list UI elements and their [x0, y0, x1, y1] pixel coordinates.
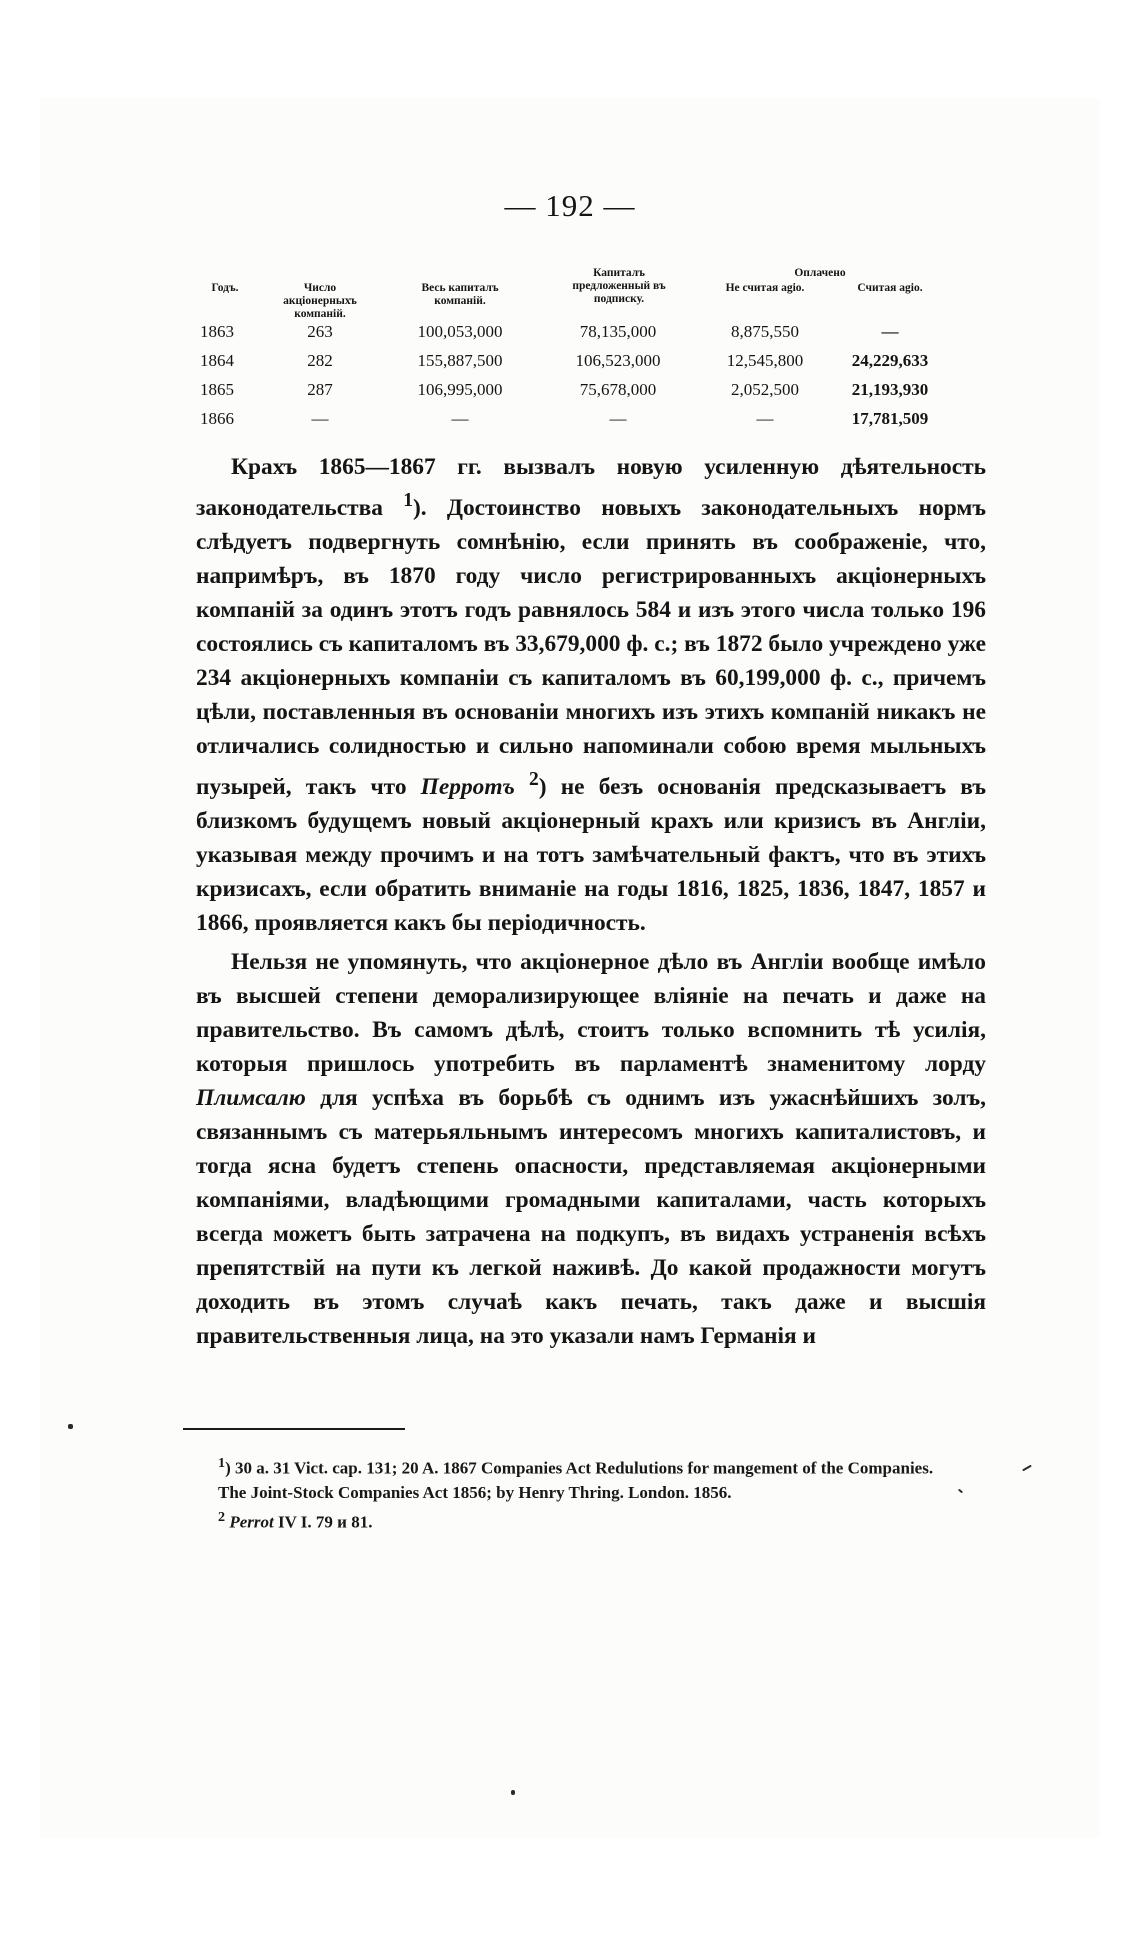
- cell-year: 1864: [200, 351, 234, 370]
- table-row: [190, 322, 950, 351]
- cell-paid-with-agio: 17,781,509: [851, 409, 929, 428]
- page-number: — 192 —: [504, 188, 636, 223]
- cell-paid-with-agio: 21,193,930: [851, 380, 929, 399]
- cell-capital: 155,887,500: [417, 351, 503, 370]
- footnote-ref: 2: [529, 768, 539, 790]
- cell-number: 282: [307, 351, 333, 370]
- cell-capital: 106,995,000: [417, 380, 503, 399]
- paragraph: [196, 945, 986, 1353]
- cell-paid-with-agio: 24,229,633: [851, 351, 929, 370]
- header-offered: Капиталъ предложенный въ подписку.: [572, 267, 666, 305]
- scan-speck: [68, 1424, 73, 1429]
- paragraph: [196, 450, 986, 940]
- cell-paid-with-agio: —: [881, 322, 899, 341]
- cell-capital: —: [451, 409, 469, 428]
- text-run: для успѣха въ борьбѣ съ однимъ изъ ужаснѣйшихъ золъ, связаннымъ съ матерьяльнымъ интересомъ многихъ капиталистовъ, и тогда ясна будетъ степень опасности, представляемая акціонерными компаніями, владѣющими громадными капиталами, часть которыхъ всегда можетъ быть затрачена на подкупъ, въ видахъ устраненія всѣхъ препятствій на пути къ легкой наживѣ. До какой продажности могутъ доходить въ этомъ случаѣ какъ печать, такъ даже и высшія правительственныя лица, на это указали намъ Германія и: [196, 1084, 986, 1349]
- cell-offered: 106,523,000: [575, 351, 661, 370]
- cell-paid-without-agio: 8,875,550: [731, 322, 799, 341]
- cell-year: 1866: [200, 409, 234, 428]
- text-run: Крахъ 1865—1867 гг. вызвалъ новую усиленную дѣятельность законодательства: [196, 454, 986, 521]
- footnote-text: ) 30 a. 31 Vict. cap. 131; 20 A. 1867 Companies Act Redulutions for mangement of the Companies.: [225, 1458, 934, 1478]
- header-paid-with-agio: Считая agio.: [857, 282, 923, 294]
- header-year: Годъ.: [211, 282, 239, 294]
- header-capital: Весь капиталъ компаній.: [421, 282, 499, 307]
- header-paid-without-agio: Не считая agio.: [725, 282, 805, 294]
- footnote-divider: [183, 1428, 405, 1430]
- footnote: [190, 1451, 970, 1481]
- cell-offered: 75,678,000: [579, 380, 657, 399]
- person-name: Плимсалю: [196, 1084, 306, 1111]
- footnote-mark: 2: [218, 1508, 226, 1525]
- body-text: [196, 450, 986, 1353]
- text-run: ) не безъ основанія предсказываетъ въ близкомъ будущемъ новый акціонерный крахъ или кризисъ въ Англіи, указывая между прочимъ и на тотъ замѣчательный фактъ, что въ этихъ кризисахъ, если обратить вниманіе на годы 1816, 1825, 1836, 1847, 1857 и 1866, проявляется какъ бы періодичность.: [196, 773, 986, 936]
- scan-speck: [511, 1790, 515, 1795]
- footnotes: [190, 1451, 970, 1534]
- cell-paid-without-agio: —: [756, 409, 774, 428]
- author-name: Perrot: [229, 1512, 274, 1532]
- cell-capital: 100,053,000: [417, 322, 503, 341]
- header-paid-group: Оплачено: [794, 267, 846, 279]
- table-row: [190, 409, 950, 438]
- cell-paid-without-agio: 12,545,800: [726, 351, 804, 370]
- cell-offered: —: [609, 409, 627, 428]
- footnote-mark: 1: [218, 1455, 226, 1471]
- table-row: [190, 351, 950, 380]
- footnote: [190, 1505, 970, 1535]
- text-run: ). Достоинство новыхъ законодательныхъ нормъ слѣдуетъ подвергнуть сомнѣнію, если принять въ соображеніе, что, напримѣръ, въ 1870 году число регистрированныхъ акціонерныхъ компаній за одинъ этотъ годъ равнялось 584 и изъ этого числа только 196 состоялись съ капиталомъ въ 33,679,000 ф. с.; въ 1872 было учреждено уже 234 акціонерныхъ компаніи съ капиталомъ въ 60,199,000 ф. с., причемъ цѣли, поставленныя въ основаніи многихъ изъ этихъ компаній никакъ не отличались солидностью и сильно напоминали собою время мыльныхъ пузырей, такъ что: [196, 494, 986, 800]
- cell-year: 1865: [200, 380, 234, 399]
- cell-number: 287: [307, 380, 333, 399]
- table-row: [190, 380, 950, 409]
- cell-paid-without-agio: 2,052,500: [731, 380, 799, 399]
- footnote-text: The Joint-Stock Companies Act 1856; by Henry Thring. London. 1856.: [218, 1482, 732, 1502]
- author-name: Перротъ: [420, 773, 515, 800]
- footnote-ref: 1: [403, 490, 413, 511]
- footnote-text: IV I. 79 и 81.: [273, 1512, 373, 1532]
- cell-number: 263: [307, 322, 333, 341]
- footnote: [190, 1481, 970, 1505]
- cell-year: 1863: [200, 322, 234, 341]
- statistics-table: [190, 262, 950, 438]
- cell-offered: 78,135,000: [579, 322, 657, 341]
- header-number: Число акціонерныхъ компаній.: [283, 282, 357, 320]
- text-run: Нельзя не упомянуть, что акціонерное дѣло въ Англіи вообще имѣло въ высшей степени деморализирующее вліяніе на печать и даже на правительство. Въ самомъ дѣлѣ, стоитъ только вспомнить тѣ усилія, которыя пришлось употребить въ парламентѣ знаменитому лорду: [196, 948, 986, 1077]
- table-header: [190, 262, 950, 322]
- cell-number: —: [311, 409, 329, 428]
